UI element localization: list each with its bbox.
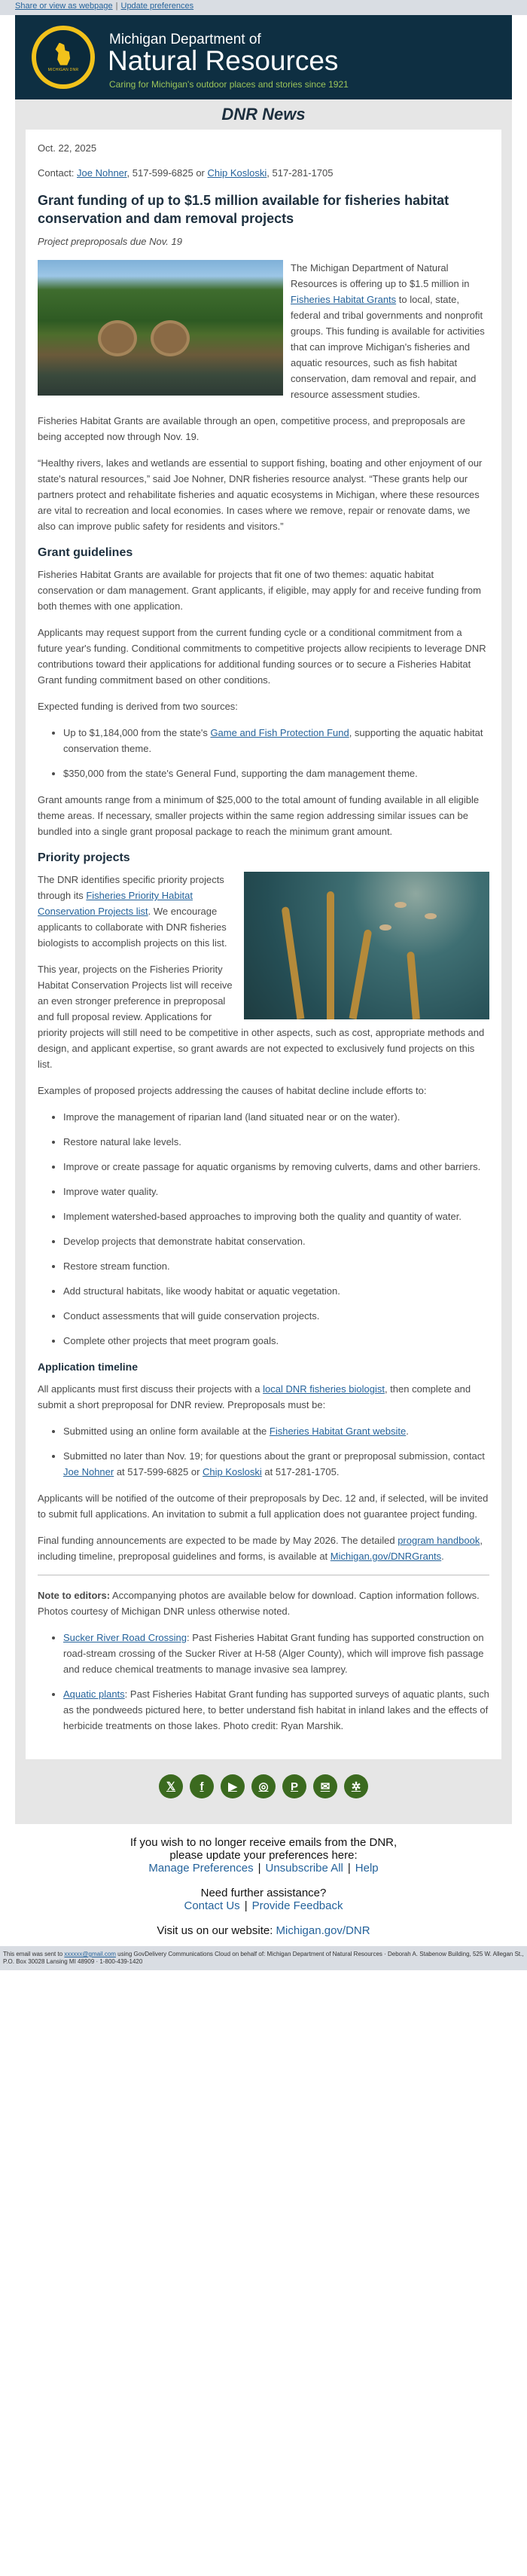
contact-chip-kosloski-link[interactable]: Chip Kosloski (207, 167, 267, 179)
program-handbook-link[interactable]: program handbook (398, 1535, 480, 1546)
fish-shape (379, 924, 391, 930)
chat-icon[interactable]: ✉ (313, 1774, 337, 1798)
paragraph-open-process: Fisheries Habitat Grants are available through an open, competitive process, and preproposals are being accepted now through Nov. 19. (38, 415, 465, 442)
examples-list (38, 1109, 489, 1349)
paragraph-final-funding (38, 1532, 489, 1564)
seal-text: MICHIGAN DNR (47, 67, 79, 72)
header-tagline: Caring for Michigan's outdoor places and stories since 1921 (109, 79, 349, 90)
note-to-editors-text: Accompanying photos are available below for download. Caption information follows. Photos courtesy of Michigan DNR unless otherwise noted. (38, 1590, 480, 1617)
note-to-editors (38, 1587, 489, 1619)
req1-text-a: Submitted using an online form available at the (63, 1426, 270, 1437)
final-text-a: Final funding announcements are expected to be made by May 2026. The detailed (38, 1535, 398, 1546)
req-joe-nohner-link[interactable]: Joe Nohner (63, 1466, 114, 1477)
instagram-icon[interactable]: ◎ (251, 1774, 276, 1798)
example-item: • Improve or create passage for aquatic organisms by removing culverts, dams and other barriers. (63, 1159, 489, 1175)
funding-list (38, 725, 489, 781)
caption1-text: : Past Fisheries Habitat Grant funding has supported construction on road-stream crossing of the Sucker River at H-58 (Alger County), which will improve fish passage and reduce chemical treatments to manage invasive sea lamprey. (63, 1632, 484, 1675)
funding-item-game-fish (63, 725, 489, 756)
unsubscribe-line1: If you wish to no longer receive emails from the DNR, (129, 1836, 398, 1849)
req2-text-mid: at 517-599-6825 or (114, 1466, 203, 1477)
sucker-river-culvert-photo (38, 260, 283, 396)
pinterest-icon[interactable]: P (282, 1774, 306, 1798)
caption-sucker-river (63, 1630, 489, 1677)
req2-text-a: Submitted no later than Nov. 19; for questions about the grant or preproposal submission, contact (63, 1450, 485, 1462)
article-date: Oct. 22, 2025 (38, 142, 97, 154)
contact-joe-nohner-link[interactable]: Joe Nohner (77, 167, 127, 179)
footer-separator: | (347, 1862, 351, 1875)
paragraph-themes: Fisheries Habitat Grants are available for projects that fit one of two themes: aquatic habitat conservation or dam management. Grant applicants, if eligible, may apply for and receive funding from both themes with one application. (38, 569, 481, 612)
help-link[interactable]: Help (355, 1862, 379, 1875)
fund1-text-a: Up to $1,184,000 from the state's (63, 727, 211, 738)
legal-text-b: using GovDelivery Communications Cloud on behalf of: Michigan Department of Natural Resources · Deborah A. Stabenow Building, 525 W. Allegan St., P.O. Box 30028 Lansing MI 48909 · 1-800-439-1420 (3, 1951, 524, 1965)
example-item: • Improve the management of riparian land (land situated near or on the water). (63, 1109, 489, 1125)
paragraph-grant-amounts: Grant amounts range from a minimum of $25,000 to the total amount of funding available in all eligible theme areas. If necessary, smaller projects within the same region addressing similar issues can be bundled into a single grant proposal package to reach the minimum grant amount. (38, 794, 480, 837)
recipient-email-link[interactable]: xxxxxx@gmail.com (64, 1951, 116, 1957)
dnr-seal-logo (32, 26, 95, 89)
fish-shape (425, 913, 437, 919)
article-headline: Grant funding of up to $1.5 million available for fisheries habitat conservation and dam removal projects (38, 193, 449, 226)
pondweed-stem (282, 906, 305, 1019)
email-container (15, 15, 512, 1824)
news-banner-title: DNR News (221, 105, 306, 124)
provide-feedback-link[interactable]: Provide Feedback (251, 1899, 343, 1912)
aquatic-plants-photo (244, 872, 489, 1019)
website-block (0, 1924, 527, 1937)
game-fish-protection-fund-link[interactable]: Game and Fish Protection Fund (210, 727, 349, 738)
example-item: • Restore natural lake levels. (63, 1134, 489, 1150)
manage-preferences-link[interactable]: Manage Preferences (148, 1862, 254, 1875)
caption2-text: : Past Fisheries Habitat Grant funding has supported surveys of aquatic plants, such as the pondweeds pictured here, to better understand fish habitat in inland lakes and the effects of herbicide treatments on those lakes. Photo credit: Ryan Marshik. (63, 1688, 489, 1731)
priority-text-b: . We encourage applicants to collaborate with DNR fisheries biologists to accomplish projects on this list. (38, 906, 227, 949)
paragraph-examples-intro: Examples of proposed projects addressing the causes of habitat decline include efforts to: (38, 1085, 427, 1096)
header-title-line1: Michigan Department of (109, 32, 261, 47)
sucker-river-photo-link[interactable]: Sucker River Road Crossing (63, 1632, 187, 1643)
aquatic-plants-photo-link[interactable]: Aquatic plants (63, 1688, 125, 1700)
email-footer (0, 1824, 527, 1946)
visit-website-text: Visit us on our website: (157, 1924, 276, 1937)
caption-aquatic-plants (63, 1686, 489, 1734)
intro-text-a: The Michigan Department of Natural Resources is offering up to $1.5 million in (291, 262, 470, 289)
req2-text-b: at 517-281-1705. (261, 1466, 340, 1477)
contact-prefix: Contact: (38, 167, 78, 179)
article-subhead: Project preproposals due Nov. 19 (38, 236, 182, 247)
note-to-editors-label: Note to editors: (38, 1590, 111, 1601)
heading-grant-guidelines: Grant guidelines (38, 546, 133, 559)
assistance-block (0, 1887, 527, 1912)
fund1-text-b: , supporting the aquatic habitat conservation theme. (63, 727, 483, 754)
timeline-text-b: , then complete and submit a short preproposal for DNR review. Preproposals must be: (38, 1383, 471, 1410)
intro-text-b: to local, state, federal and tribal governments and nonprofit groups. This funding is available for activities that can improve Michigan's fisheries and aquatic resources, such as fish habitat conservation, dam removal and repair, and resource assessment studies. (291, 294, 485, 400)
requirement-online-form (63, 1423, 489, 1439)
fisheries-habitat-grant-website-link[interactable]: Fisheries Habitat Grant website (269, 1426, 407, 1437)
priority-text-a: The DNR identifies specific priority projects through its (38, 874, 224, 901)
footer-separator: | (257, 1862, 261, 1875)
example-item: • Conduct assessments that will guide conservation projects. (63, 1308, 489, 1324)
social-icons-row (15, 1774, 512, 1798)
header-title-line2: Natural Resources (108, 45, 339, 76)
unsubscribe-all-link[interactable]: Unsubscribe All (265, 1862, 343, 1875)
timeline-text-a: All applicants must first discuss their projects with a (38, 1383, 264, 1395)
culvert-pipe-right (151, 320, 190, 356)
pondweed-stem (327, 891, 334, 1019)
funding-item-general-fund: • $350,000 from the state's General Fund, supporting the dam management theme. (63, 765, 489, 781)
preproposal-requirements-list (38, 1423, 489, 1480)
priority-projects-list-link[interactable]: Fisheries Priority Habitat Conservation Projects list (38, 890, 193, 917)
paragraph-funding-sources: Expected funding is derived from two sources: (38, 701, 238, 712)
requirement-deadline (63, 1448, 489, 1480)
update-preferences-link[interactable]: Update preferences (120, 2, 194, 11)
topbar-separator: | (115, 2, 118, 11)
local-fisheries-biologist-link[interactable]: local DNR fisheries biologist (263, 1383, 385, 1395)
legal-text-a: This email was sent to (3, 1951, 65, 1957)
x-icon[interactable]: 𝕏 (159, 1774, 183, 1798)
paragraph-priority-preference: This year, projects on the Fisheries Priority Habitat Conservation Projects list will receive an even stronger preference in preproposal and full proposal review. Applications for priority projects will still need to be competitive in other aspects, such as cost, appropriate methods and design, and applicant expertise, so grant awards are not expected to exclusively fund projects on this list. (38, 964, 485, 1070)
contact-line (38, 165, 489, 181)
paragraph-quote: “Healthy rivers, lakes and wetlands are essential to support fishing, boating and other enjoyment of our state's natural resources,” said Joe Nohner, DNR fisheries resource analyst. “These grants help our partners protect and rehabilitate fisheries and aquatic ecosystems in Michigan, where these resources are vital to recreation and local economies. In cases where we remove, repair or renovate dams, we also can improve public safety for residents and visitors.” (38, 457, 483, 532)
youtube-icon[interactable]: ▶ (221, 1774, 245, 1798)
top-links-bar (0, 0, 527, 15)
example-item: • Develop projects that demonstrate habitat conservation. (63, 1233, 489, 1249)
facebook-icon[interactable]: f (190, 1774, 214, 1798)
michigan-shape-icon (53, 43, 73, 66)
example-item: • Improve water quality. (63, 1184, 489, 1199)
example-item: • Add structural habitats, like woody habitat or aquatic vegetation. (63, 1283, 489, 1299)
heading-application-timeline: Application timeline (38, 1361, 139, 1373)
unsubscribe-block (0, 1836, 527, 1875)
contact1-phone: , 517-599-6825 or (126, 167, 208, 179)
paragraph-notification: Applicants will be notified of the outcome of their preproposals by Dec. 12 and, if selected, will be invited to submit full applications. An invitation to submit a full application does not guarantee project funding. (38, 1493, 489, 1520)
article-body (26, 130, 501, 1759)
dnr-header (15, 15, 512, 99)
dnr-website-link[interactable]: Michigan.gov/DNR (276, 1924, 370, 1937)
news-banner (15, 99, 512, 130)
butterfly-icon[interactable]: ✲ (344, 1774, 368, 1798)
fish-shape (394, 902, 407, 908)
legal-footer (0, 1946, 527, 1970)
paragraph-conditional: Applicants may request support from the current funding cycle or a conditional commitment from a future year's funding. Conditional commitments to competitive projects allow recipients to leverage DNR contributions toward their applications for additional funding sources or to secure a Fisheries Habitat Grant funding commitment based on other conditions. (38, 627, 486, 686)
contact-us-link[interactable]: Contact Us (184, 1899, 240, 1912)
need-help-text: Need further assistance? (200, 1887, 327, 1899)
pondweed-stem (349, 929, 373, 1019)
unsubscribe-line2: please update your preferences here: (169, 1849, 358, 1862)
example-item: • Complete other projects that meet program goals. (63, 1333, 489, 1349)
heading-priority-projects: Priority projects (38, 851, 130, 864)
culvert-pipe-left (98, 320, 137, 356)
example-item: • Implement watershed-based approaches to improving both the quality and quantity of water. (63, 1209, 489, 1224)
photo-captions-list (38, 1630, 489, 1734)
footer-separator: | (244, 1899, 248, 1912)
fisheries-habitat-grants-link[interactable]: Fisheries Habitat Grants (291, 294, 397, 305)
final-text-mid: , including timeline, preproposal guidelines and forms, is available at (38, 1535, 483, 1562)
view-as-webpage-link[interactable]: Share or view as webpage (15, 2, 113, 11)
contact2-phone: , 517-281-1705 (267, 167, 334, 179)
req-chip-kosloski-link[interactable]: Chip Kosloski (203, 1466, 262, 1477)
pondweed-stem (407, 952, 420, 1019)
example-item: • Restore stream function. (63, 1258, 489, 1274)
dnr-grants-link[interactable]: Michigan.gov/DNRGrants (330, 1551, 442, 1562)
req1-text-b: . (406, 1426, 409, 1437)
paragraph-timeline-intro (38, 1381, 489, 1413)
final-text-b: . (441, 1551, 444, 1562)
